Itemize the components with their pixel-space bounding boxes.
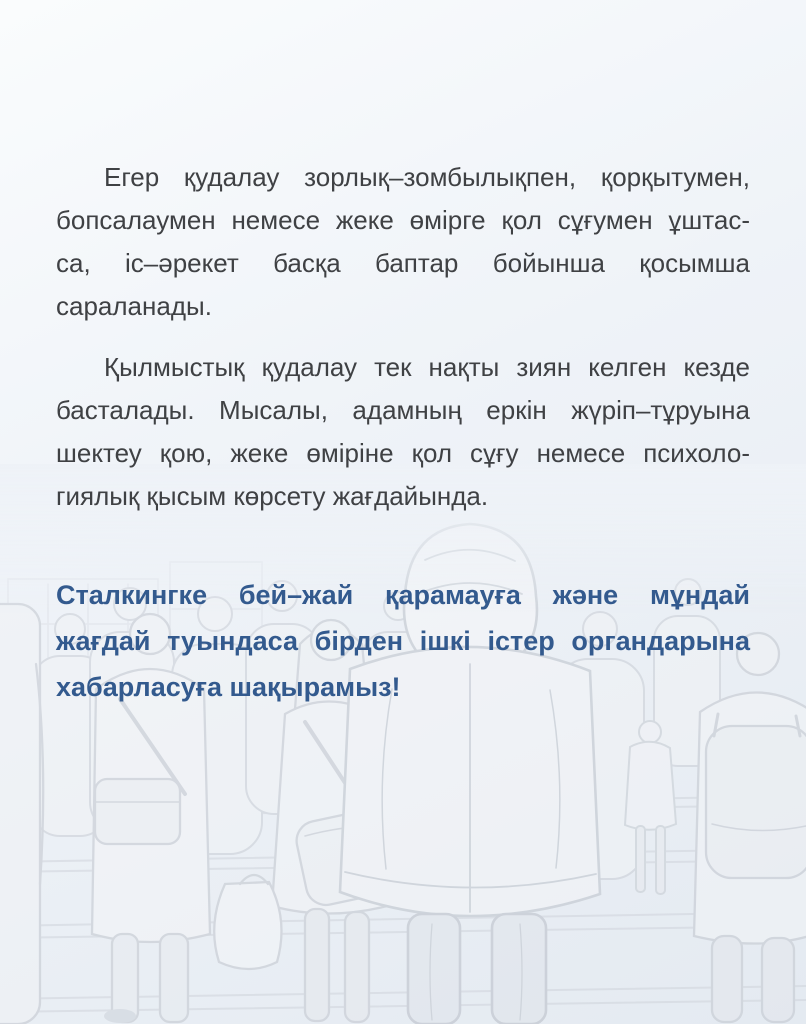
paragraph-qualification (56, 156, 750, 328)
call-to-action (56, 572, 750, 710)
paragraph-prosecution (56, 346, 750, 518)
text-line: гиялық қысым көрсету жағдайында. (56, 481, 489, 511)
text-line: Қылмыстық қудалау тек нақты зиян келген кезде (104, 352, 750, 382)
text-line: шектеу қою, жеке өміріне қол сұғу немесе психоло- (56, 438, 750, 468)
text-line: жағдай туындаса бірден ішкі істер органдарына (56, 626, 750, 656)
text-line: хабарласуға шақырамыз! (56, 672, 401, 702)
text-content (0, 156, 806, 710)
text-line: Сталкингке бей–жай қарамауға және мұндай (56, 580, 750, 610)
text-line: Егер қудалау зорлық–зомбылықпен, қорқытумен, (104, 162, 750, 192)
text-line: са, іс–әрекет басқа баптар бойынша қосымша (56, 248, 750, 278)
text-line: сараланады. (56, 291, 212, 321)
text-line: бопсалаумен немесе жеке өмірге қол сұғумен ұштас- (56, 205, 750, 235)
text-line: басталады. Мысалы, адамның еркін жүріп–тұруына (56, 395, 750, 425)
